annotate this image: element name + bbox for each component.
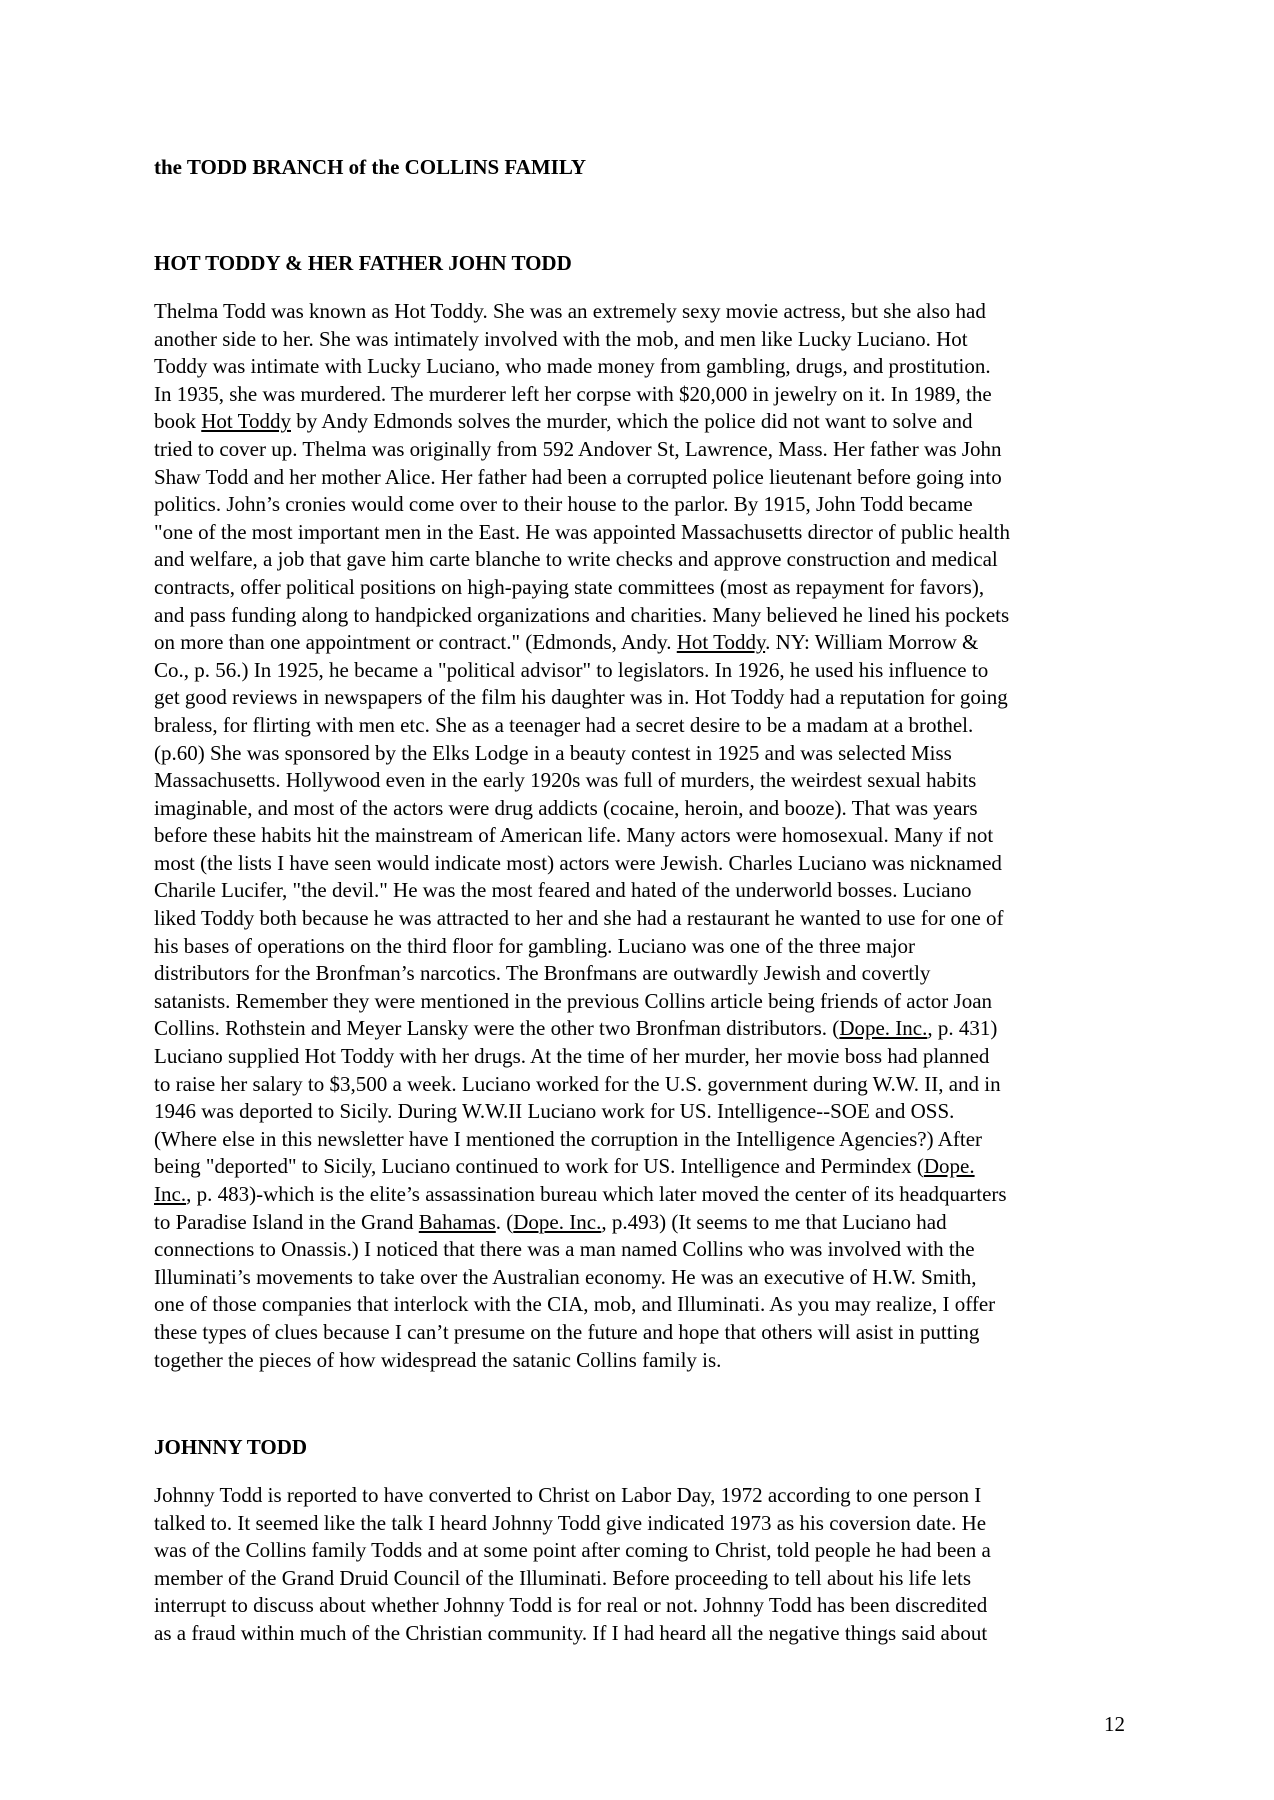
underlined-citation: Hot Toddy: [676, 630, 766, 655]
text-line: [154, 1181, 1144, 1209]
text-run: get good reviews in newspapers of the film his daughter was in. Hot Toddy had a reputation for going: [154, 685, 1008, 710]
text-line: [154, 1620, 1144, 1648]
text-run: 1946 was deported to Sicily. During W.W.II Luciano work for US. Intelligence--SOE and OSS.: [154, 1099, 955, 1124]
text-run: (p.60) She was sponsored by the Elks Lodge in a beauty contest in 1925 and was selected Miss: [154, 740, 952, 765]
underlined-citation: Dope. Inc.: [513, 1209, 602, 1234]
text-run: talked to. It seemed like the talk I heard Johnny Todd give indicated 1973 as his coversion date. He: [154, 1510, 987, 1535]
text-line: [154, 1098, 1144, 1126]
text-run: was of the Collins family Todds and at some point after coming to Christ, told people he had been a: [154, 1538, 991, 1563]
text-line: [154, 1209, 1144, 1237]
text-run: interrupt to discuss about whether Johnny Todd is for real or not. Johnny Todd has been discredited: [154, 1593, 988, 1618]
section-body-johnny-todd: [154, 1482, 1144, 1648]
text-line: [154, 767, 1144, 795]
text-line: [154, 795, 1144, 823]
text-line: [154, 960, 1144, 988]
text-run: being "deported" to Sicily, Luciano continued to work for US. Intelligence and Permindex (: [154, 1154, 924, 1179]
text-line: [154, 822, 1144, 850]
text-run: contracts, offer political positions on high-paying state committees (most as repayment for favors),: [154, 574, 985, 599]
text-run: on more than one appointment or contract." (Edmonds, Andy.: [154, 630, 677, 655]
text-line: [154, 353, 1144, 381]
text-line: [154, 988, 1144, 1016]
text-run: book: [154, 409, 202, 434]
text-line: [154, 905, 1144, 933]
text-line: [154, 464, 1144, 492]
text-line: [154, 1510, 1144, 1538]
text-run: Collins. Rothstein and Meyer Lansky were the other two Bronfman distributors. (: [154, 1016, 840, 1041]
text-run: and welfare, a job that gave him carte blanche to write checks and approve construction and medical: [154, 547, 998, 572]
text-line: [154, 1153, 1144, 1181]
text-run: Luciano supplied Hot Toddy with her drugs. At the time of her murder, her movie boss had planned: [154, 1044, 990, 1069]
text-run: (Where else in this newsletter have I mentioned the corruption in the Intelligence Agencies?) After: [154, 1126, 983, 1151]
text-run: another side to her. She was intimately involved with the mob, and men like Lucky Luciano. Hot: [154, 326, 968, 351]
text-run: his bases of operations on the third floor for gambling. Luciano was one of the three major: [154, 933, 916, 958]
text-line: [154, 657, 1144, 685]
underlined-citation: Inc.: [154, 1182, 187, 1206]
text-run: together the pieces of how widespread the satanic Collins family is.: [154, 1347, 722, 1372]
text-run: one of those companies that interlock with the CIA, mob, and Illuminati. As you may realize, I offer: [154, 1292, 996, 1317]
text-run: In 1935, she was murdered. The murderer left her corpse with $20,000 in jewelry on it. In 1989, the: [154, 381, 992, 406]
text-run: to Paradise Island in the Grand: [154, 1209, 419, 1234]
text-run: Toddy was intimate with Lucky Luciano, who made money from gambling, drugs, and prostitution.: [154, 354, 991, 379]
text-run: , p.493) (It seems to me that Luciano had: [601, 1209, 947, 1234]
text-run: satanists. Remember they were mentioned in the previous Collins article being friends of actor Joan: [154, 988, 993, 1013]
text-run: politics. John’s cronies would come over to their house to the parlor. By 1915, John Todd became: [154, 492, 973, 517]
text-line: [154, 1537, 1144, 1565]
text-line: [154, 850, 1144, 878]
text-line: [154, 436, 1144, 464]
text-line: [154, 1015, 1144, 1043]
text-line: [154, 1291, 1144, 1319]
text-line: [154, 1347, 1144, 1375]
underlined-citation: Bahamas: [418, 1209, 496, 1234]
text-line: [154, 740, 1144, 768]
text-line: [154, 546, 1144, 574]
text-line: [154, 574, 1144, 602]
text-run: connections to Onassis.) I noticed that there was a man named Collins who was involved with the: [154, 1237, 975, 1262]
text-line: [154, 408, 1144, 436]
text-run: Johnny Todd is reported to have converted to Christ on Labor Day, 1972 according to one person I: [154, 1483, 982, 1507]
text-run: liked Toddy both because he was attracted to her and she had a restaurant he wanted to use for one of: [154, 906, 1004, 931]
page-number: 12: [1104, 1712, 1125, 1736]
text-run: member of the Grand Druid Council of the Illuminati. Before proceeding to tell about his life lets: [154, 1565, 972, 1590]
text-line: [154, 877, 1144, 905]
text-run: and pass funding along to handpicked organizations and charities. Many believed he lined his pockets: [154, 602, 1010, 627]
text-line: [154, 1126, 1144, 1154]
text-run: . (: [495, 1209, 514, 1234]
section-body-hot-toddy: [154, 298, 1144, 1374]
text-run: distributors for the Bronfman’s narcotics. The Bronfmans are outwardly Jewish and covertly: [154, 961, 931, 986]
text-run: as a fraud within much of the Christian community. If I had heard all the negative things said about: [154, 1620, 988, 1645]
text-run: Charile Lucifer, "the devil." He was the most feared and hated of the underworld bosses. Luciano: [154, 878, 972, 903]
text-line: [154, 1482, 1144, 1510]
text-run: Co., p. 56.) In 1925, he became a "political advisor" to legislators. In 1926, he used his influence to: [154, 657, 989, 682]
text-run: Massachusetts. Hollywood even in the early 1920s was full of murders, the weirdest sexual habits: [154, 768, 977, 793]
text-line: [154, 1319, 1144, 1347]
text-run: , p. 431): [927, 1016, 998, 1041]
underlined-citation: Hot Toddy: [201, 409, 291, 434]
text-run: most (the lists I have seen would indicate most) actors were Jewish. Charles Luciano was nicknamed: [154, 850, 1002, 875]
text-line: [154, 298, 1144, 326]
text-line: [154, 1043, 1144, 1071]
text-run: before these habits hit the mainstream of American life. Many actors were homosexual. Many if not: [154, 823, 994, 848]
text-line: [154, 491, 1144, 519]
text-line: [154, 712, 1144, 740]
text-line: [154, 684, 1144, 712]
section-heading-johnny-todd: JOHNNY TODD: [154, 1435, 308, 1459]
section-heading-hot-toddy: HOT TODDY & HER FATHER JOHN TODD: [154, 251, 572, 275]
text-run: Shaw Todd and her mother Alice. Her father had been a corrupted police lieutenant before going into: [154, 464, 1002, 489]
text-run: to raise her salary to $3,500 a week. Luciano worked for the U.S. government during W.W. II, and in: [154, 1071, 1001, 1096]
text-line: [154, 933, 1144, 961]
text-run: . NY: William Morrow &: [765, 630, 979, 655]
text-line: [154, 629, 1144, 657]
text-line: [154, 1264, 1144, 1292]
text-line: [154, 519, 1144, 547]
text-run: braless, for flirting with men etc. She as a teenager had a secret desire to be a madam at a brothel.: [154, 712, 974, 737]
text-run: Thelma Todd was known as Hot Toddy. She was an extremely sexy movie actress, but she also had: [154, 299, 986, 323]
text-run: imaginable, and most of the actors were drug addicts (cocaine, heroin, and booze). That was years: [154, 795, 978, 820]
text-run: tried to cover up. Thelma was originally from 592 Andover St, Lawrence, Mass. Her father was John: [154, 436, 1002, 461]
underlined-citation: Dope.: [923, 1154, 975, 1179]
text-line: [154, 1236, 1144, 1264]
text-run: these types of clues because I can’t presume on the future and hope that others will asist in putting: [154, 1319, 980, 1344]
text-run: , p. 483)-which is the elite’s assassination bureau which later moved the center of its headquarters: [186, 1182, 1007, 1206]
text-line: [154, 1071, 1144, 1099]
text-line: [154, 602, 1144, 630]
underlined-citation: Dope. Inc.: [839, 1016, 928, 1041]
text-line: [154, 1592, 1144, 1620]
text-line: [154, 1565, 1144, 1593]
text-run: "one of the most important men in the East. He was appointed Massachusetts director of public health: [154, 519, 1010, 544]
text-run: by Andy Edmonds solves the murder, which the police did not want to solve and: [290, 409, 973, 434]
text-run: Illuminati’s movements to take over the Australian economy. He was an executive of H.W. Smith,: [154, 1264, 977, 1289]
document-title: the TODD BRANCH of the COLLINS FAMILY: [154, 155, 587, 179]
text-line: [154, 326, 1144, 354]
text-line: [154, 381, 1144, 409]
